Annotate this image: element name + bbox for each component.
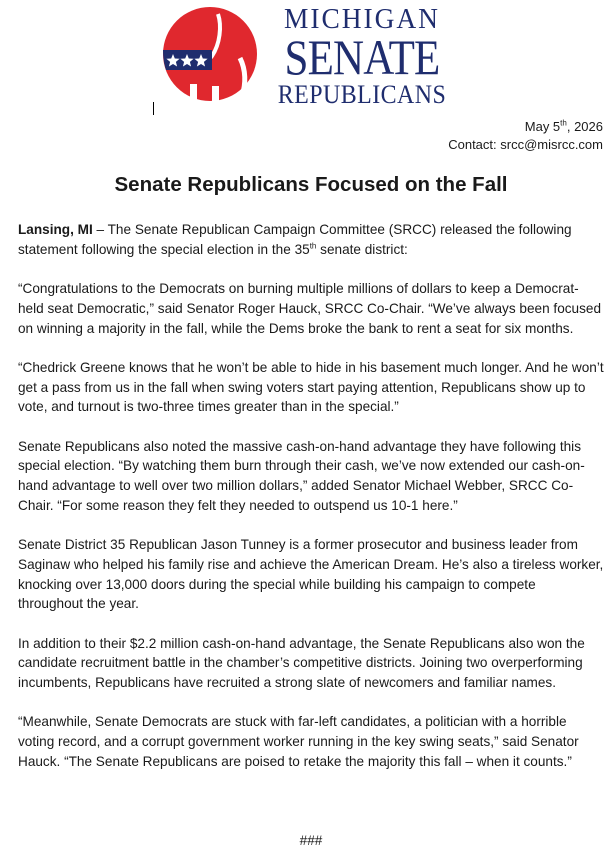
michigan-senate-republicans-logo bbox=[160, 4, 460, 109]
logo-line-michigan: MICHIGAN bbox=[284, 4, 440, 35]
paragraph-quote-hauck: “Congratulations to the Democrats on burning multiple millions of dollars to keep a Democrat-held seat Democratic,” said Senator Roger Hauck, SRCC Co-Chair. “We’ve always been focused on winning a majority in the fall, while the Dems broke the bank to rent a seat for six months. bbox=[18, 281, 602, 336]
release-contact: Contact: srcc@misrcc.com bbox=[448, 137, 603, 152]
paragraph-recruitment: In addition to their $2.2 million cash-on-hand advantage, the Senate Republicans also won the candidate recruitment battle in the chamber’s competitive districts. Joining two overperforming incumbents, Republicans have recruited a strong slate of newcomers and familiar names. bbox=[18, 635, 585, 691]
paragraph-closing-quote: “Meanwhile, Senate Democrats are stuck with far-left candidates, a politician with a horrible voting record, and a corrupt government worker running in the key swing seats,” said Senator Hauck. “The Senate Republicans are poised to retake the majority this fall – when it counts.” bbox=[18, 714, 579, 769]
dateline: Lansing, MI bbox=[18, 222, 93, 237]
logo-line-senate: SENATE bbox=[284, 29, 440, 85]
elephant-logo-icon bbox=[160, 6, 260, 104]
logo-wordmark bbox=[262, 4, 462, 108]
paragraph-intro: Lansing, MI – The Senate Republican Campaign Committee (SRCC) released the following statement following the special election in the 35th senate district: bbox=[18, 222, 572, 257]
paragraph-tunney: Senate District 35 Republican Jason Tunney is a former prosecutor and business leader from Saginaw who helped his family rise and achieve the American Dream. He’s also a tireless worker, knocking over 13,000 doors during the special while building his campaign to compete throughout the year. bbox=[18, 537, 604, 612]
release-meta bbox=[448, 118, 603, 154]
paragraph-cash-advantage: Senate Republicans also noted the massive cash-on-hand advantage they have following this special election. “By watching them burn through their cash, we’ve now extended our cash-on-hand advantage to well over two million dollars,” added Senator Michael Webber, SRCC Co-Chair. “For some reason they felt they needed to outspend us 10-1 here.” bbox=[18, 438, 585, 513]
logo-line-republicans: REPUBLICANS bbox=[277, 80, 447, 109]
end-mark: ### bbox=[299, 833, 323, 848]
paragraph-quote-greene: “Chedrick Greene knows that he won’t be able to hide in his basement much longer. And he won’t get a pass from us in the fall when swing voters start paying attention, Republicans show up to vote, and turnout is two-three times greater than in the special.” bbox=[18, 359, 604, 415]
release-title: Senate Republicans Focused on the Fall bbox=[114, 173, 508, 196]
release-date: May 5th, 2026 bbox=[524, 118, 603, 134]
release-body bbox=[18, 220, 604, 791]
text-cursor bbox=[153, 102, 154, 115]
